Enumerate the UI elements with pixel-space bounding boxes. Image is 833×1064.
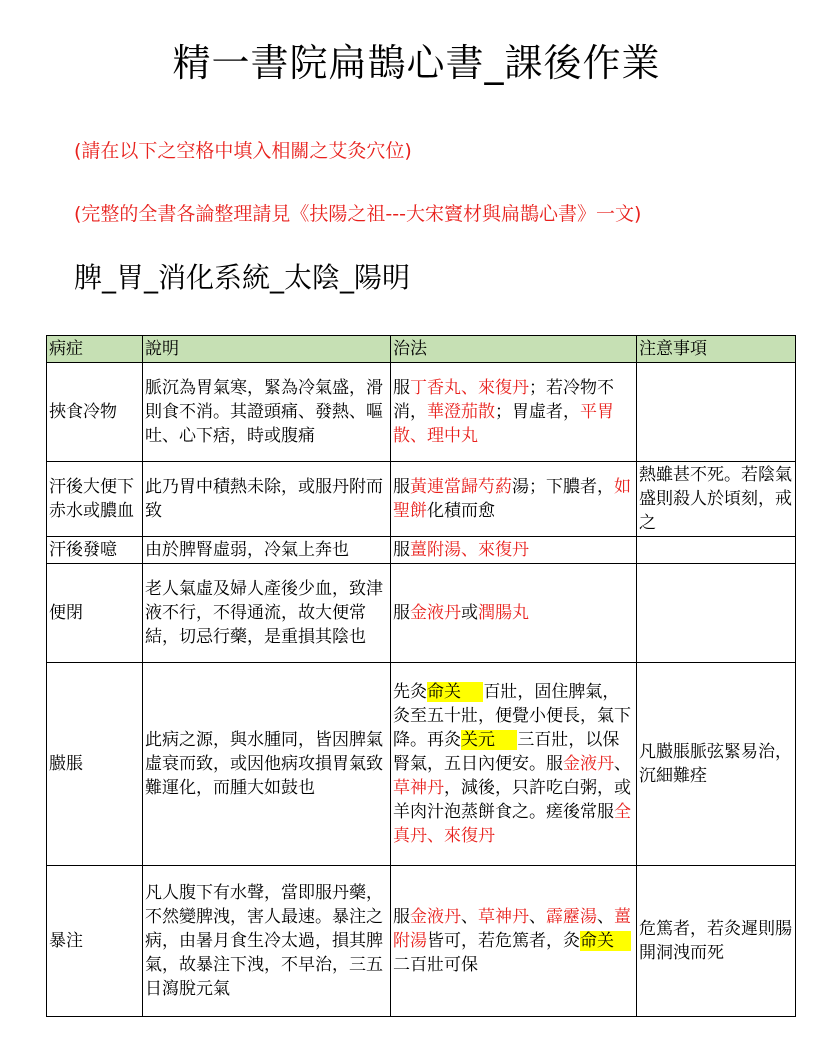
treatment-text: 皆可，若危篤者，灸 [427,931,580,951]
table-row [47,462,796,537]
remedy-name: 如聖餅 [393,477,631,521]
header-notes: 注意事項 [637,336,796,363]
description-cell: 老人氣虛及婦人產後少血，致津液不行，不得通流，故大便常結，切忌行藥，是重損其陰也 [143,564,391,663]
acupoint-blank: 命关 [427,682,484,702]
remedy-name: 薑附湯、來復丹 [410,540,529,560]
remedy-name: 潤腸丸 [478,603,529,623]
treatment-text: ，減後，只許吃白粥，或羊肉汁泡蒸餅食之。瘥後常服 [393,778,631,822]
description-cell: 此乃胃中積熱未除，或服丹附而致 [143,462,391,537]
treatment-text: 湯；下膿者， [512,477,614,497]
treatment-text: 、 [614,754,631,774]
treatment-cell [391,663,637,866]
remedy-name: 平胃散、理中丸 [393,402,614,446]
section-heading: 脾_胃_消化系統_太陰_陽明 [74,261,411,294]
treatment-text: ；胃虛者， [495,402,580,422]
disease-cell: 挾食冷物 [47,363,143,462]
remedy-name: 黃連當歸芍葯 [410,477,512,497]
notes-cell [637,537,796,564]
disease-cell: 暴注 [47,866,143,1017]
header-treatment: 治法 [391,336,637,363]
disease-cell: 汗後大便下赤水或膿血 [47,462,143,537]
table-row [47,866,796,1017]
description-cell: 由於脾腎虛弱，冷氣上奔也 [143,537,391,564]
table-header-row [47,336,796,363]
table-row [47,663,796,866]
treatment-text: 服 [393,477,410,497]
treatment-text: 服 [393,907,410,927]
treatment-cell [391,363,637,462]
treatment-cell [391,564,637,663]
description-cell: 凡人腹下有水聲，當即服丹藥，不然變脾洩，害人最速。暴注之病，由暑月食生冷太過，損其脾氣，故暴注下洩，不早治，三五日瀉脫元氣 [143,866,391,1017]
header-disease: 病症 [47,336,143,363]
treatment-text: 先灸 [393,682,427,702]
treatment-table [46,335,796,1017]
treatment-cell [391,462,637,537]
remedy-name: 丁香丸、來復丹 [410,378,529,398]
remedy-name: 華澄茄散 [427,402,495,422]
notes-cell [637,363,796,462]
treatment-text: 或 [461,603,478,623]
treatment-text: 、 [461,907,478,927]
treatment-text: ；若冷物不消， [393,378,614,422]
notes-cell [637,564,796,663]
reference-note: (完整的全書各論整理請見《扶陽之祖---大宋竇材與扁鵲心書》一文) [74,203,642,225]
treatment-text: 、 [597,907,614,927]
remedy-name: 全真丹、來復丹 [393,802,631,846]
treatment-text: 三百壯，以保腎氣，五日內便安。服 [393,730,620,774]
remedy-name: 金液丹 [410,907,461,927]
treatment-text: 服 [393,378,410,398]
acupoint-blank: 命关 [580,931,631,951]
header-description: 說明 [143,336,391,363]
remedy-name: 草神丹 [478,907,529,927]
notes-cell: 危篤者，若灸遲則腸開洞洩而死 [637,866,796,1017]
acupoint-blank: 关元 [461,730,518,750]
table-row [47,564,796,663]
table-row [47,537,796,564]
page-title: 精一書院扁鵲心書_課後作業 [172,41,661,85]
treatment-text: 二百壯可保 [393,955,478,975]
disease-cell: 臌脹 [47,663,143,866]
treatment-cell [391,537,637,564]
remedy-name: 薑附湯 [393,907,631,951]
treatment-text: 服 [393,603,410,623]
notes-cell: 熱雖甚不死。若陰氣盛則殺人於頃刻，戒之 [637,462,796,537]
table-row [47,363,796,462]
treatment-cell [391,866,637,1017]
remedy-name: 金液丹 [410,603,461,623]
disease-cell: 汗後發噫 [47,537,143,564]
treatment-text: 服 [393,540,410,560]
remedy-name: 草神丹 [393,778,444,798]
treatment-text: 百壯，固住脾氣，灸至五十壯，便覺小便長，氣下降。再灸 [393,682,631,750]
remedy-name: 金液丹 [563,754,614,774]
treatment-text: 、 [529,907,546,927]
remedy-name: 霹靂湯 [546,907,597,927]
notes-cell: 凡臌脹脈弦緊易治，沉細難痊 [637,663,796,866]
description-cell: 脈沉為胃氣寒，緊為冷氣盛，滑則食不消。其證頭痛、發熱、嘔吐、心下痞，時或腹痛 [143,363,391,462]
description-cell: 此病之源，與水腫同，皆因脾氣虛衰而致，或因他病攻損胃氣致難運化，而腫大如鼓也 [143,663,391,866]
instruction-note: (請在以下之空格中填入相關之艾灸穴位) [74,140,412,162]
treatment-text: 化積而愈 [427,501,495,521]
disease-cell: 便閉 [47,564,143,663]
